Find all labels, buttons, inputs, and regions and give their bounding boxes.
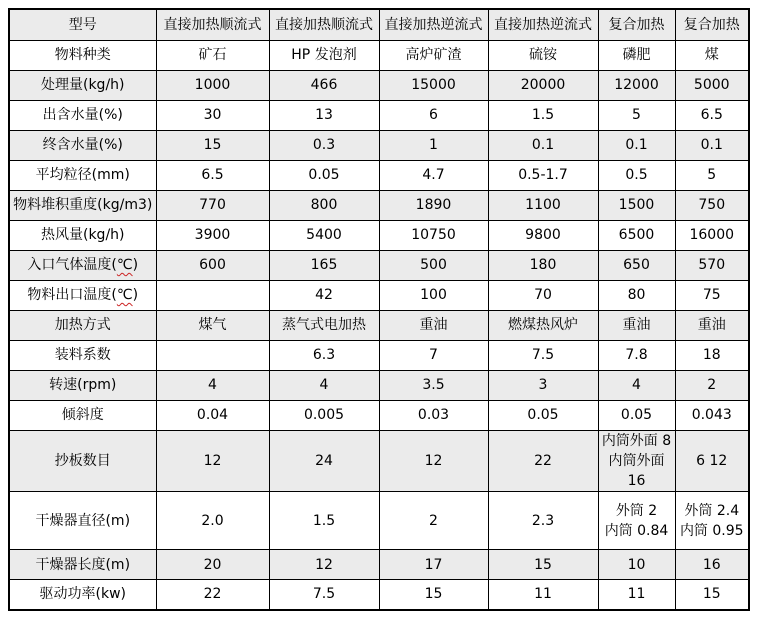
value-cell: 0.5-1.7	[488, 160, 598, 190]
value-cell: 570	[675, 250, 749, 280]
row-label: 平均粒径(mm)	[9, 160, 156, 190]
dryer-spec-table	[8, 8, 750, 611]
celsius-squiggle: ℃	[116, 256, 133, 273]
value-cell: 1000	[156, 70, 269, 100]
value-cell: 10	[598, 550, 675, 580]
value-cell: 0.1	[675, 130, 749, 160]
table-row	[9, 190, 749, 220]
value-cell: 750	[675, 190, 749, 220]
table-row	[9, 280, 749, 310]
value-cell: 6 12	[675, 430, 749, 492]
value-cell: 重油	[379, 310, 488, 340]
table-row	[9, 70, 749, 100]
value-cell: 30	[156, 100, 269, 130]
value-cell: 10750	[379, 220, 488, 250]
value-cell: 6.5	[156, 160, 269, 190]
value-cell: 3900	[156, 220, 269, 250]
value-cell: 0.05	[488, 400, 598, 430]
value-cell: 外筒 2 内筒 0.84	[598, 492, 675, 550]
value-cell: 蒸气式电加热	[269, 310, 379, 340]
header-cell-model: 型号	[9, 9, 156, 40]
value-cell: 4	[156, 370, 269, 400]
value-cell: 770	[156, 190, 269, 220]
value-cell: 2.0	[156, 492, 269, 550]
value-cell: 1	[379, 130, 488, 160]
value-cell: 0.05	[598, 400, 675, 430]
celsius-squiggle: ℃	[116, 286, 133, 303]
value-cell: 4	[598, 370, 675, 400]
value-cell: 煤气	[156, 310, 269, 340]
header-cell-type-3: 直接加热逆流式	[379, 9, 488, 40]
value-cell: 42	[269, 280, 379, 310]
value-cell: 5000	[675, 70, 749, 100]
value-cell	[156, 280, 269, 310]
value-cell: 7	[379, 340, 488, 370]
value-cell: 165	[269, 250, 379, 280]
header-cell-type-1: 直接加热顺流式	[156, 9, 269, 40]
value-cell: 13	[269, 100, 379, 130]
row-label: 物料种类	[9, 40, 156, 70]
value-cell: 6.3	[269, 340, 379, 370]
value-cell: 7.5	[488, 340, 598, 370]
value-cell: 15000	[379, 70, 488, 100]
value-cell: 0.04	[156, 400, 269, 430]
value-cell: 0.1	[488, 130, 598, 160]
value-cell: 重油	[675, 310, 749, 340]
value-cell: 7.8	[598, 340, 675, 370]
value-cell: 0.1	[598, 130, 675, 160]
table-row	[9, 492, 749, 550]
value-cell: 7.5	[269, 580, 379, 610]
value-cell: 6.5	[675, 100, 749, 130]
table-row	[9, 430, 749, 492]
header-cell-type-5: 复合加热	[598, 9, 675, 40]
value-cell: 11	[488, 580, 598, 610]
value-cell: 9800	[488, 220, 598, 250]
row-label: 终含水量(%)	[9, 130, 156, 160]
table-row	[9, 340, 749, 370]
value-cell: 80	[598, 280, 675, 310]
value-cell: 0.05	[269, 160, 379, 190]
value-cell: 70	[488, 280, 598, 310]
value-cell: HP 发泡剂	[269, 40, 379, 70]
row-label: 加热方式	[9, 310, 156, 340]
header-cell-type-2: 直接加热顺流式	[269, 9, 379, 40]
header-row	[9, 9, 749, 40]
value-cell: 磷肥	[598, 40, 675, 70]
row-label: 转速(rpm)	[9, 370, 156, 400]
value-cell: 0.043	[675, 400, 749, 430]
value-cell: 100	[379, 280, 488, 310]
value-cell: 3	[488, 370, 598, 400]
value-cell: 外筒 2.4 内筒 0.95	[675, 492, 749, 550]
value-cell: 内筒外面 8 内筒外面 16	[598, 430, 675, 492]
value-cell: 12000	[598, 70, 675, 100]
row-label: 处理量(kg/h)	[9, 70, 156, 100]
value-cell: 11	[598, 580, 675, 610]
value-cell: 1.5	[488, 100, 598, 130]
value-cell: 2.3	[488, 492, 598, 550]
value-cell: 2	[675, 370, 749, 400]
value-cell: 12	[379, 430, 488, 492]
value-cell: 1890	[379, 190, 488, 220]
value-cell	[156, 340, 269, 370]
table-row	[9, 40, 749, 70]
table-row	[9, 220, 749, 250]
value-cell: 15	[379, 580, 488, 610]
value-cell: 16000	[675, 220, 749, 250]
row-label: 干燥器长度(m)	[9, 550, 156, 580]
table-row	[9, 400, 749, 430]
value-cell: 12	[156, 430, 269, 492]
table-row	[9, 580, 749, 610]
value-cell: 2	[379, 492, 488, 550]
value-cell: 4	[269, 370, 379, 400]
value-cell: 12	[269, 550, 379, 580]
value-cell: 1.5	[269, 492, 379, 550]
row-label: 物料出口温度(℃)	[9, 280, 156, 310]
value-cell: 20	[156, 550, 269, 580]
value-cell: 6	[379, 100, 488, 130]
value-cell: 4.7	[379, 160, 488, 190]
value-cell: 高炉矿渣	[379, 40, 488, 70]
value-cell: 75	[675, 280, 749, 310]
table-row	[9, 370, 749, 400]
value-cell: 180	[488, 250, 598, 280]
value-cell: 22	[488, 430, 598, 492]
table-row	[9, 160, 749, 190]
row-label: 热风量(kg/h)	[9, 220, 156, 250]
value-cell: 3.5	[379, 370, 488, 400]
value-cell: 0.5	[598, 160, 675, 190]
value-cell: 重油	[598, 310, 675, 340]
row-label: 物料堆积重度(kg/m3)	[9, 190, 156, 220]
row-label: 装料系数	[9, 340, 156, 370]
value-cell: 15	[488, 550, 598, 580]
value-cell: 煤	[675, 40, 749, 70]
value-cell: 矿石	[156, 40, 269, 70]
row-label: 入口气体温度(℃)	[9, 250, 156, 280]
table-row	[9, 310, 749, 340]
table-row	[9, 130, 749, 160]
header-cell-type-4: 直接加热逆流式	[488, 9, 598, 40]
value-cell: 燃煤热风炉	[488, 310, 598, 340]
value-cell: 600	[156, 250, 269, 280]
value-cell: 466	[269, 70, 379, 100]
value-cell: 硫铵	[488, 40, 598, 70]
value-cell: 6500	[598, 220, 675, 250]
row-label: 驱动功率(kw)	[9, 580, 156, 610]
value-cell: 0.3	[269, 130, 379, 160]
value-cell: 5	[675, 160, 749, 190]
row-label: 干燥器直径(m)	[9, 492, 156, 550]
table-row	[9, 550, 749, 580]
value-cell: 1100	[488, 190, 598, 220]
value-cell: 1500	[598, 190, 675, 220]
value-cell: 5	[598, 100, 675, 130]
value-cell: 24	[269, 430, 379, 492]
value-cell: 20000	[488, 70, 598, 100]
value-cell: 15	[156, 130, 269, 160]
value-cell: 0.03	[379, 400, 488, 430]
table-body	[9, 40, 749, 610]
value-cell: 16	[675, 550, 749, 580]
value-cell: 22	[156, 580, 269, 610]
value-cell: 500	[379, 250, 488, 280]
row-label: 抄板数目	[9, 430, 156, 492]
header-cell-type-6: 复合加热	[675, 9, 749, 40]
value-cell: 5400	[269, 220, 379, 250]
table-row	[9, 250, 749, 280]
value-cell: 800	[269, 190, 379, 220]
row-label: 出含水量(%)	[9, 100, 156, 130]
row-label: 倾斜度	[9, 400, 156, 430]
value-cell: 650	[598, 250, 675, 280]
value-cell: 18	[675, 340, 749, 370]
table-row	[9, 100, 749, 130]
value-cell: 0.005	[269, 400, 379, 430]
value-cell: 17	[379, 550, 488, 580]
value-cell: 15	[675, 580, 749, 610]
